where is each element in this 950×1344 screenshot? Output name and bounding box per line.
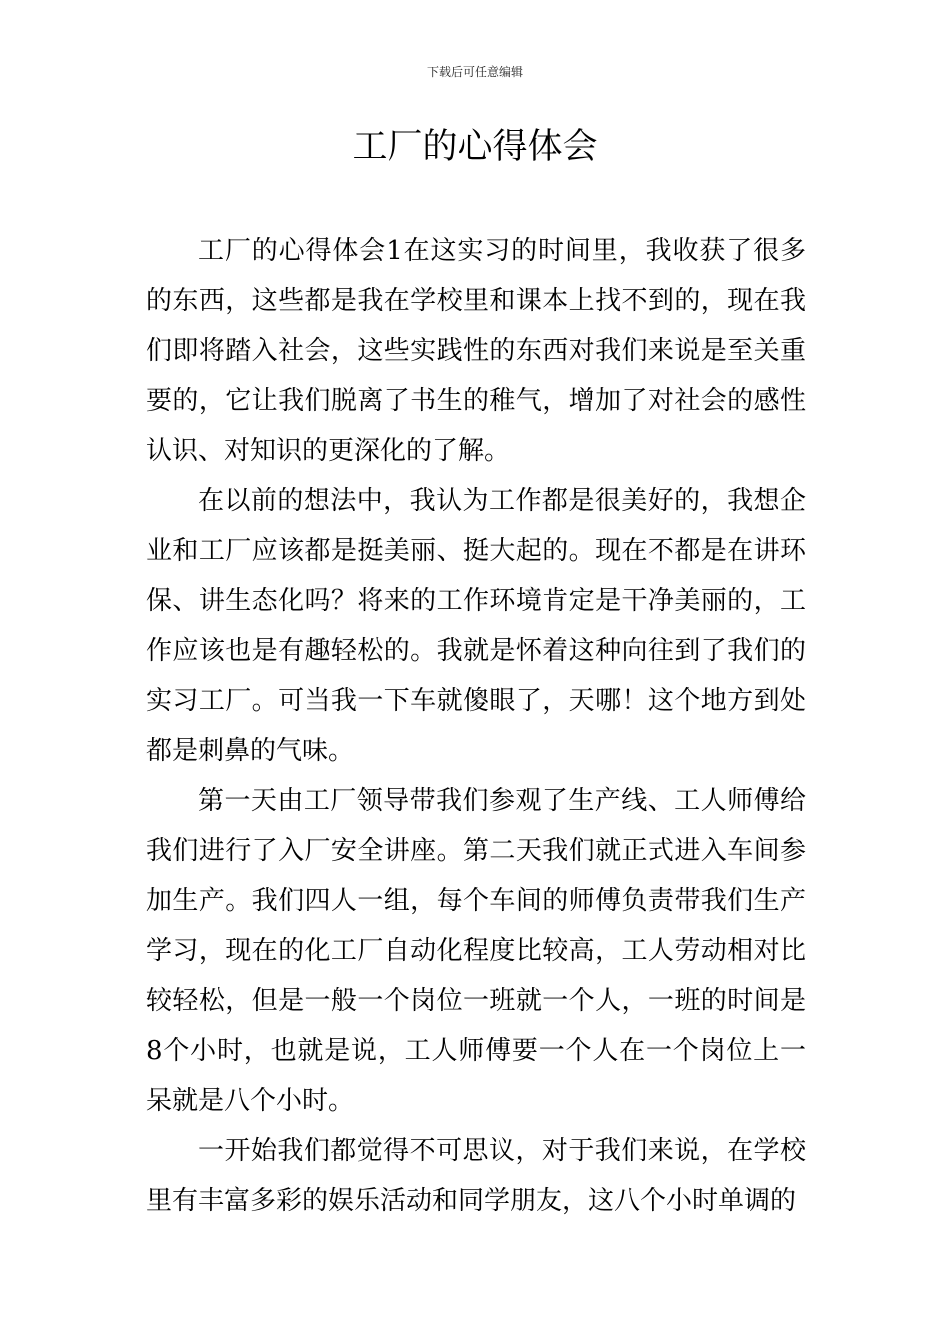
paragraph-4: 一开始我们都觉得不可思议，对于我们来说，在学校里有丰富多彩的娱乐活动和同学朋友，这八个小时单调的 bbox=[146, 1136, 806, 1216]
paragraph-2: 在以前的想法中，我认为工作都是很美好的，我想企业和工厂应该都是挺美丽、挺大起的。现在不都是在讲环保、讲生态化吗？将来的工作环境肯定是干净美丽的，工作应该也是有趣轻松的。我就是怀着这种向往到了我们的实习工厂。可当我一下车就傻眼了，天哪！这个地方到处都是刺鼻的气味。 bbox=[146, 486, 806, 766]
paragraph-3: 第一天由工厂领导带我们参观了生产线、工人师傅给我们进行了入厂安全讲座。第二天我们就正式进入车间参加生产。我们四人一组，每个车间的师傅负责带我们生产学习，现在的化工厂自动化程度比较高，工人劳动相对比较轻松，但是一般一个岗位一班就一个人，一班的时间是8个小时，也就是说，工人师傅要一个人在一个岗位上一呆就是八个小时。 bbox=[146, 786, 806, 1116]
paragraph-1: 工厂的心得体会1在这实习的时间里，我收获了很多的东西，这些都是我在学校里和课本上找不到的，现在我们即将踏入社会，这些实践性的东西对我们来说是至关重要的，它让我们脱离了书生的稚气，增加了对社会的感性认识、对知识的更深化的了解。 bbox=[146, 236, 806, 466]
document-body bbox=[146, 226, 806, 1226]
document-title: 工厂的心得体会 bbox=[352, 127, 598, 167]
header-note: 下载后可任意编辑 bbox=[426, 65, 523, 79]
